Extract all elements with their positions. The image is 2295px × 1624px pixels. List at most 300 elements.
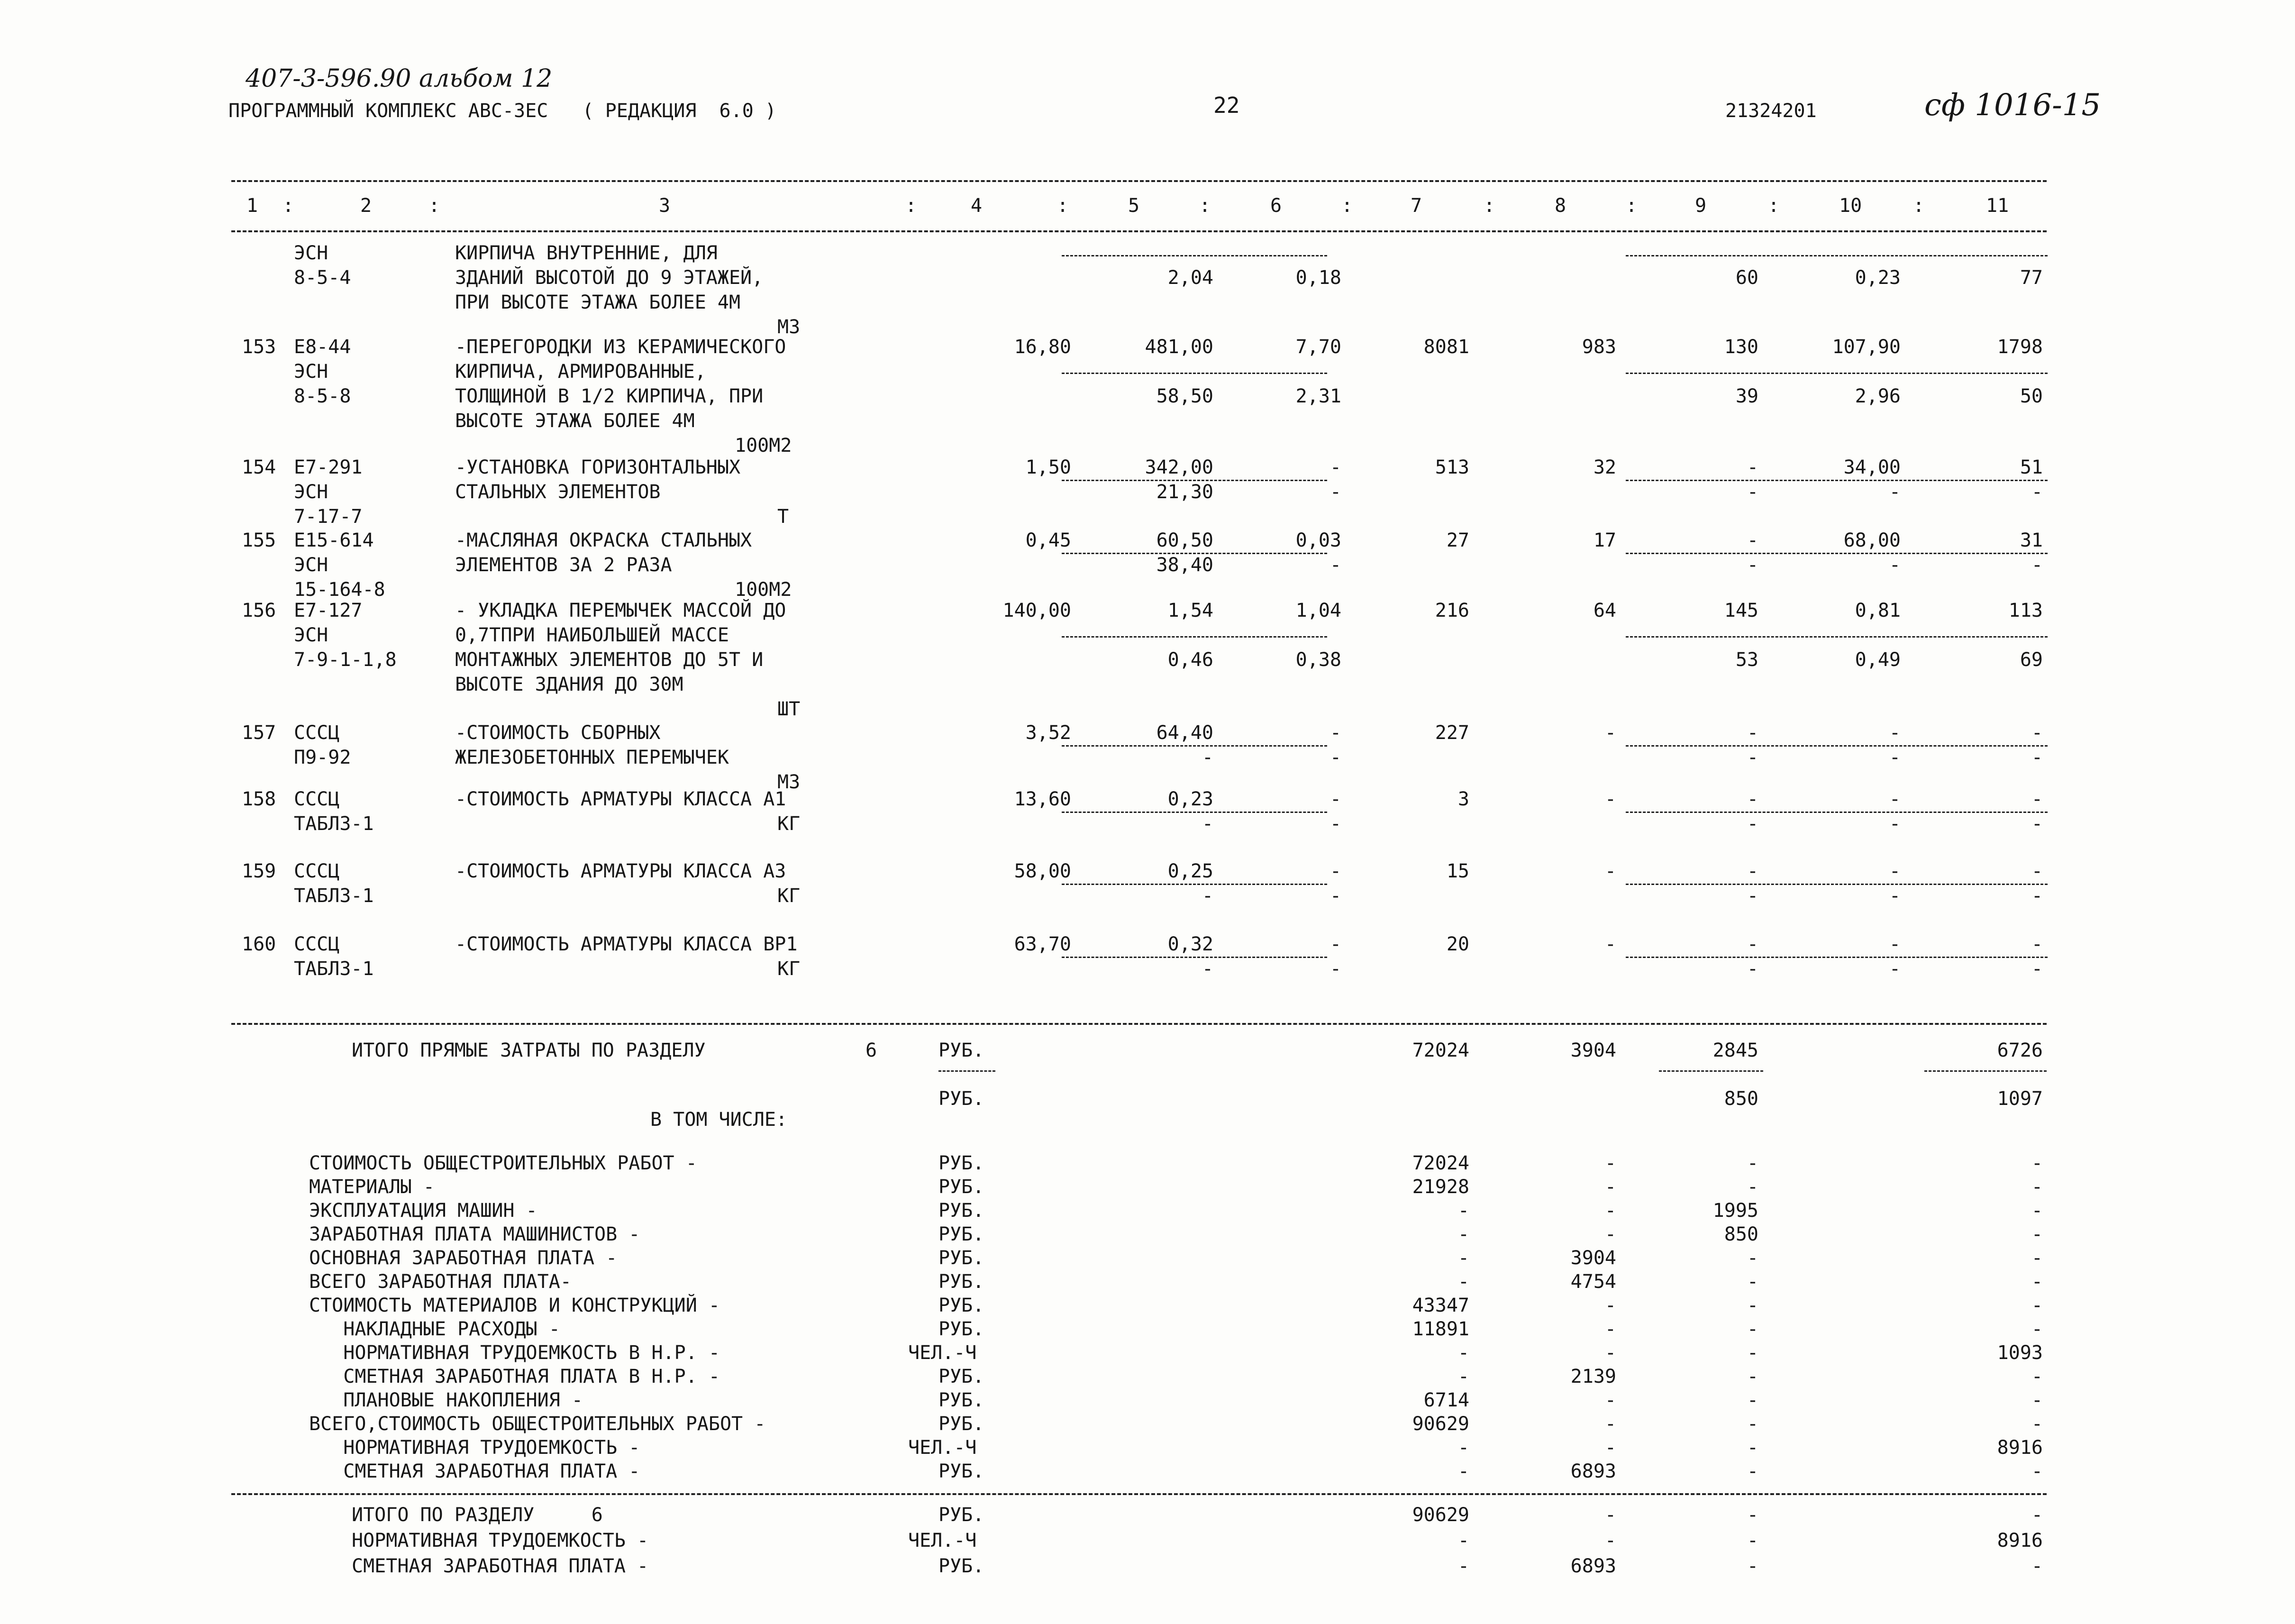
c11-value: 113 bbox=[2008, 600, 2043, 621]
work-description: 0,7ТПРИ НАИБОЛЬШЕЙ МАССЕ bbox=[455, 624, 729, 646]
row-number: 160 bbox=[242, 933, 276, 955]
breakdown-label: СМЕТНАЯ ЗАРАБОТНАЯ ПЛАТА В Н.Р. - bbox=[309, 1366, 720, 1387]
resource-code: 8-5-8 bbox=[294, 385, 351, 407]
table-bottom-rule bbox=[231, 1023, 2047, 1025]
c5-value-2: - bbox=[1202, 885, 1213, 907]
breakdown-c7: - bbox=[1457, 1200, 1469, 1222]
c6-value: - bbox=[1330, 788, 1341, 810]
c8-value: 32 bbox=[1593, 456, 1616, 478]
sub-divider bbox=[1062, 373, 1327, 374]
c5-value: 0,32 bbox=[1167, 933, 1213, 955]
breakdown-c11: - bbox=[2031, 1271, 2043, 1293]
breakdown-label: СМЕТНАЯ ЗАРАБОТНАЯ ПЛАТА - bbox=[309, 1460, 640, 1482]
c11-value: 31 bbox=[2020, 529, 2043, 551]
resource-code: ЭСН bbox=[294, 624, 328, 646]
breakdown-c8: - bbox=[1604, 1176, 1616, 1198]
c10-value: - bbox=[1889, 933, 1901, 955]
breakdown-unit: РУБ. bbox=[938, 1200, 984, 1222]
column-number-6: 6 bbox=[1270, 195, 1282, 217]
resource-code: П9-92 bbox=[294, 747, 351, 768]
resource-code: СССЦ bbox=[294, 722, 340, 744]
resource-code: ТАБЛ3-1 bbox=[294, 885, 374, 907]
column-number-7: 7 bbox=[1411, 195, 1422, 217]
work-description: ТОЛЩИНОЙ В 1/2 КИРПИЧА, ПРИ bbox=[455, 385, 764, 407]
sub-divider bbox=[1062, 553, 1327, 554]
c11-value-2: 77 bbox=[2020, 267, 2043, 289]
breakdown-c7: 43347 bbox=[1412, 1295, 1469, 1316]
breakdown-unit: РУБ. bbox=[938, 1271, 984, 1293]
sheet-mark: сф 1016-15 bbox=[1924, 88, 2101, 123]
breakdown-c11: - bbox=[2031, 1223, 2043, 1245]
final-c9: - bbox=[1747, 1555, 1758, 1577]
c10-value: - bbox=[1889, 722, 1901, 744]
unit-label: 100М2 bbox=[735, 435, 792, 456]
breakdown-unit: РУБ. bbox=[938, 1152, 984, 1174]
final-c11: - bbox=[2031, 1555, 2043, 1577]
resource-code: СССЦ bbox=[294, 860, 340, 882]
totals-unit-2: РУБ. bbox=[938, 1088, 984, 1110]
resource-code: Е7-127 bbox=[294, 600, 363, 621]
c5-value-2: 21,30 bbox=[1156, 481, 1213, 503]
album-designation: 407-3-596.90 альбом 12 bbox=[246, 64, 553, 93]
c9-value: - bbox=[1747, 860, 1758, 882]
work-description: -СТОИМОСТЬ АРМАТУРЫ КЛАССА А3 bbox=[455, 860, 786, 882]
c7-value: 513 bbox=[1435, 456, 1469, 478]
c6-value-2: - bbox=[1330, 813, 1341, 835]
c5-value-2: - bbox=[1202, 747, 1213, 768]
breakdown-c9: - bbox=[1747, 1318, 1758, 1340]
final-label: СМЕТНАЯ ЗАРАБОТНАЯ ПЛАТА - bbox=[352, 1555, 649, 1577]
resource-code: Е8-44 bbox=[294, 336, 351, 358]
breakdown-c9: - bbox=[1747, 1389, 1758, 1411]
row-number: 153 bbox=[242, 336, 276, 358]
resource-code: Е7-291 bbox=[294, 456, 363, 478]
c6-value: - bbox=[1330, 456, 1341, 478]
breakdown-c9: - bbox=[1747, 1271, 1758, 1293]
column-number-4: 4 bbox=[971, 195, 983, 217]
c7-value: 15 bbox=[1446, 860, 1469, 882]
breakdown-c8: - bbox=[1604, 1342, 1616, 1364]
work-description: ЗДАНИЙ ВЫСОТОЙ ДО 9 ЭТАЖЕЙ, bbox=[455, 267, 764, 289]
work-description: ЭЛЕМЕНТОВ ЗА 2 РАЗА bbox=[455, 554, 672, 576]
c5-value: 481,00 bbox=[1145, 336, 1213, 358]
quantity: 1,50 bbox=[1025, 456, 1071, 478]
c9-value-2: - bbox=[1747, 813, 1758, 835]
breakdown-unit: РУБ. bbox=[938, 1223, 984, 1245]
breakdown-unit: ЧЕЛ.-Ч bbox=[908, 1342, 977, 1364]
breakdown-c8: - bbox=[1604, 1295, 1616, 1316]
resource-code: ЭСН bbox=[294, 242, 328, 264]
c6-value: - bbox=[1330, 933, 1341, 955]
sub-divider bbox=[1062, 480, 1327, 481]
c9-value: 145 bbox=[1724, 600, 1758, 621]
software-title: ПРОГРАММНЫЙ КОМПЛЕКС АВС-3ЕС ( РЕДАКЦИЯ 6.0 ) bbox=[228, 100, 776, 122]
totals-col9-b: 850 bbox=[1724, 1088, 1758, 1110]
c7-value: 27 bbox=[1446, 529, 1469, 551]
breakdown-c7: 21928 bbox=[1412, 1176, 1469, 1198]
sub-divider bbox=[1062, 255, 1327, 256]
c6-value-2: 2,31 bbox=[1295, 385, 1341, 407]
page-number: 22 bbox=[1213, 92, 1240, 118]
c10-value: 107,90 bbox=[1832, 336, 1901, 358]
c11-value-2: - bbox=[2031, 813, 2043, 835]
work-description: МОНТАЖНЫХ ЭЛЕМЕНТОВ ДО 5Т И bbox=[455, 649, 764, 671]
row-number: 158 bbox=[242, 788, 276, 810]
c11-value-2: 50 bbox=[2020, 385, 2043, 407]
header-bottom-rule bbox=[231, 230, 2047, 232]
column-separator: : bbox=[1913, 195, 1925, 217]
breakdown-c11: - bbox=[2031, 1389, 2043, 1411]
c5-value: 1,54 bbox=[1167, 600, 1213, 621]
unit-label: КГ bbox=[777, 885, 801, 907]
col9-underline bbox=[1659, 1070, 1763, 1072]
quantity: 3,52 bbox=[1025, 722, 1071, 744]
breakdown-c8: 6893 bbox=[1570, 1460, 1616, 1482]
resource-code: ЭСН bbox=[294, 361, 328, 383]
column-number-3: 3 bbox=[659, 195, 671, 217]
sub-divider bbox=[1626, 884, 2048, 885]
c8-value: - bbox=[1604, 722, 1616, 744]
breakdown-unit: РУБ. bbox=[938, 1176, 984, 1198]
c9-value-2: - bbox=[1747, 481, 1758, 503]
c9-value-2: - bbox=[1747, 885, 1758, 907]
c11-value-2: - bbox=[2031, 554, 2043, 576]
breakdown-c7: - bbox=[1457, 1460, 1469, 1482]
sub-divider bbox=[1626, 745, 2048, 747]
breakdown-c11: - bbox=[2031, 1176, 2043, 1198]
final-unit: РУБ. bbox=[938, 1504, 984, 1526]
totals-col7: 72024 bbox=[1412, 1040, 1469, 1061]
c5-value-2: 58,50 bbox=[1156, 385, 1213, 407]
column-separator: : bbox=[1341, 195, 1353, 217]
c10-value-2: 0,49 bbox=[1855, 649, 1901, 671]
breakdown-c11: - bbox=[2031, 1366, 2043, 1387]
breakdown-label: МАТЕРИАЛЫ - bbox=[309, 1176, 435, 1198]
unit-label: М3 bbox=[777, 316, 801, 338]
breakdown-unit: ЧЕЛ.-Ч bbox=[908, 1437, 977, 1459]
breakdown-c9: - bbox=[1747, 1437, 1758, 1459]
column-separator: : bbox=[1484, 195, 1495, 217]
breakdown-c8: - bbox=[1604, 1437, 1616, 1459]
work-description: -СТОИМОСТЬ СБОРНЫХ bbox=[455, 722, 661, 744]
breakdown-label: ПЛАНОВЫЕ НАКОПЛЕНИЯ - bbox=[309, 1389, 583, 1411]
c6-value-2: - bbox=[1330, 747, 1341, 768]
breakdown-c8: - bbox=[1604, 1318, 1616, 1340]
totals-col11-b: 1097 bbox=[1997, 1088, 2043, 1110]
c11-value-2: - bbox=[2031, 481, 2043, 503]
resource-code: 7-9-1-1,8 bbox=[294, 649, 397, 671]
c11-value-2: - bbox=[2031, 747, 2043, 768]
c8-value: 64 bbox=[1593, 600, 1616, 621]
resource-code: ТАБЛ3-1 bbox=[294, 813, 374, 835]
c10-value-2: - bbox=[1889, 885, 1901, 907]
c9-value-2: 39 bbox=[1735, 385, 1758, 407]
breakdown-c9: - bbox=[1747, 1460, 1758, 1482]
column-separator: : bbox=[1768, 195, 1780, 217]
c9-value-2: 60 bbox=[1735, 267, 1758, 289]
breakdown-c8: - bbox=[1604, 1413, 1616, 1435]
c10-value-2: - bbox=[1889, 813, 1901, 835]
c11-value: - bbox=[2031, 933, 2043, 955]
breakdown-unit: РУБ. bbox=[938, 1247, 984, 1269]
c11-value-2: - bbox=[2031, 885, 2043, 907]
breakdown-c9: - bbox=[1747, 1366, 1758, 1387]
breakdown-label: ЗАРАБОТНАЯ ПЛАТА МАШИНИСТОВ - bbox=[309, 1223, 640, 1245]
column-separator: : bbox=[428, 195, 440, 217]
column-separator: : bbox=[905, 195, 917, 217]
c9-value-2: - bbox=[1747, 747, 1758, 768]
breakdown-c9: - bbox=[1747, 1342, 1758, 1364]
c10-value-2: - bbox=[1889, 554, 1901, 576]
c10-value: 34,00 bbox=[1843, 456, 1901, 478]
breakdown-unit: РУБ. bbox=[938, 1318, 984, 1340]
c5-value: 0,25 bbox=[1167, 860, 1213, 882]
c10-value-2: - bbox=[1889, 958, 1901, 980]
c5-value-2: 2,04 bbox=[1167, 267, 1213, 289]
work-description: -СТОИМОСТЬ АРМАТУРЫ КЛАССА ВР1 bbox=[455, 933, 798, 955]
totals-title: ИТОГО ПРЯМЫЕ ЗАТРАТЫ ПО РАЗДЕЛУ bbox=[352, 1040, 706, 1061]
c11-value: - bbox=[2031, 860, 2043, 882]
sub-divider bbox=[1062, 636, 1327, 638]
breakdown-c11: 1093 bbox=[1997, 1342, 2043, 1364]
totals-unit: РУБ. bbox=[938, 1040, 984, 1061]
sub-divider bbox=[1062, 812, 1327, 813]
document-code: 21324201 bbox=[1725, 100, 1817, 122]
c5-value: 64,40 bbox=[1156, 722, 1213, 744]
resource-code: ЭСН bbox=[294, 554, 328, 576]
row-number: 159 bbox=[242, 860, 276, 882]
breakdown-c11: - bbox=[2031, 1413, 2043, 1435]
column-number-8: 8 bbox=[1555, 195, 1566, 217]
unit-label: ШТ bbox=[777, 698, 801, 720]
breakdown-label: ЭКСПЛУАТАЦИЯ МАШИН - bbox=[309, 1200, 537, 1222]
c8-value: - bbox=[1604, 933, 1616, 955]
unit-label: М3 bbox=[777, 771, 801, 793]
breakdown-c7: 6714 bbox=[1423, 1389, 1469, 1411]
c9-value: - bbox=[1747, 456, 1758, 478]
c5-value: 342,00 bbox=[1145, 456, 1213, 478]
final-label: НОРМАТИВНАЯ ТРУДОЕМКОСТЬ - bbox=[352, 1530, 649, 1551]
breakdown-c7: - bbox=[1457, 1223, 1469, 1245]
work-description: -ПЕРЕГОРОДКИ ИЗ КЕРАМИЧЕСКОГО bbox=[455, 336, 786, 358]
c6-value-2: - bbox=[1330, 481, 1341, 503]
column-separator: : bbox=[1626, 195, 1638, 217]
breakdown-label: ВСЕГО,СТОИМОСТЬ ОБЩЕСТРОИТЕЛЬНЫХ РАБОТ - bbox=[309, 1413, 766, 1435]
breakdown-label: НОРМАТИВНАЯ ТРУДОЕМКОСТЬ В Н.Р. - bbox=[309, 1342, 720, 1364]
work-description: СТАЛЬНЫХ ЭЛЕМЕНТОВ bbox=[455, 481, 661, 503]
c10-value: 68,00 bbox=[1843, 529, 1901, 551]
breakdown-c8: 3904 bbox=[1570, 1247, 1616, 1269]
c5-value: 0,23 bbox=[1167, 788, 1213, 810]
c11-value-2: 69 bbox=[2020, 649, 2043, 671]
resource-code: ТАБЛ3-1 bbox=[294, 958, 374, 980]
c10-value-2: - bbox=[1889, 481, 1901, 503]
breakdown-c11: - bbox=[2031, 1295, 2043, 1316]
totals-col9: 2845 bbox=[1712, 1040, 1758, 1061]
final-label: ИТОГО ПО РАЗДЕЛУ 6 bbox=[352, 1504, 603, 1526]
breakdown-label: НАКЛАДНЫЕ РАСХОДЫ - bbox=[309, 1318, 560, 1340]
sub-divider bbox=[1626, 812, 2048, 813]
final-c11: - bbox=[2031, 1504, 2043, 1526]
column-number-11: 11 bbox=[1986, 195, 2009, 217]
c5-value-2: 0,46 bbox=[1167, 649, 1213, 671]
c6-value-2: - bbox=[1330, 885, 1341, 907]
c6-value: 0,03 bbox=[1295, 529, 1341, 551]
work-description: КИРПИЧА ВНУТРЕННИЕ, ДЛЯ bbox=[455, 242, 718, 264]
work-description: -МАСЛЯНАЯ ОКРАСКА СТАЛЬНЫХ bbox=[455, 529, 752, 551]
c5-value-2: - bbox=[1202, 958, 1213, 980]
column-number-5: 5 bbox=[1128, 195, 1140, 217]
c7-value: 20 bbox=[1446, 933, 1469, 955]
c6-value-2: 0,18 bbox=[1295, 267, 1341, 289]
totals-section-number: 6 bbox=[865, 1040, 877, 1061]
column-number-9: 9 bbox=[1695, 195, 1707, 217]
breakdown-c11: - bbox=[2031, 1247, 2043, 1269]
resource-code: ЭСН bbox=[294, 481, 328, 503]
c11-value: - bbox=[2031, 788, 2043, 810]
breakdown-label: ОСНОВНАЯ ЗАРАБОТНАЯ ПЛАТА - bbox=[309, 1247, 618, 1269]
row-number: 156 bbox=[242, 600, 276, 621]
final-c7: - bbox=[1457, 1530, 1469, 1551]
row-number: 155 bbox=[242, 529, 276, 551]
breakdown-c7: - bbox=[1457, 1247, 1469, 1269]
sub-divider bbox=[1626, 553, 2048, 554]
c6-value-2: - bbox=[1330, 554, 1341, 576]
column-number-2: 2 bbox=[360, 195, 372, 217]
unit-label: КГ bbox=[777, 813, 801, 835]
sub-divider bbox=[1626, 636, 2048, 638]
work-description: -УСТАНОВКА ГОРИЗОНТАЛЬНЫХ bbox=[455, 456, 741, 478]
c6-value: 7,70 bbox=[1295, 336, 1341, 358]
breakdown-c11: - bbox=[2031, 1460, 2043, 1482]
c6-value: - bbox=[1330, 860, 1341, 882]
breakdown-c8: - bbox=[1604, 1152, 1616, 1174]
sub-divider bbox=[1062, 745, 1327, 747]
column-number-1: 1 bbox=[246, 195, 258, 217]
c5-value: 60,50 bbox=[1156, 529, 1213, 551]
final-c11: 8916 bbox=[1997, 1530, 2043, 1551]
c9-value-2: - bbox=[1747, 554, 1758, 576]
sub-divider bbox=[1626, 373, 2048, 374]
quantity: 63,70 bbox=[1014, 933, 1071, 955]
quantity: 16,80 bbox=[1014, 336, 1071, 358]
resource-code: 8-5-4 bbox=[294, 267, 351, 289]
final-c9: - bbox=[1747, 1504, 1758, 1526]
work-description: ВЫСОТЕ ЭТАЖА БОЛЕЕ 4М bbox=[455, 410, 695, 432]
breakdown-label: НОРМАТИВНАЯ ТРУДОЕМКОСТЬ - bbox=[309, 1437, 640, 1459]
sub-divider bbox=[1626, 480, 2048, 481]
breakdown-c7: - bbox=[1457, 1271, 1469, 1293]
c10-value-2: 2,96 bbox=[1855, 385, 1901, 407]
c10-value: - bbox=[1889, 788, 1901, 810]
quantity: 140,00 bbox=[1002, 600, 1071, 621]
c6-value: - bbox=[1330, 722, 1341, 744]
breakdown-c9: - bbox=[1747, 1247, 1758, 1269]
final-c7: 90629 bbox=[1412, 1504, 1469, 1526]
c5-value-2: - bbox=[1202, 813, 1213, 835]
breakdown-label: СТОИМОСТЬ МАТЕРИАЛОВ И КОНСТРУКЦИЙ - bbox=[309, 1295, 720, 1316]
c8-value: - bbox=[1604, 788, 1616, 810]
c7-value: 216 bbox=[1435, 600, 1469, 621]
breakdown-unit: РУБ. bbox=[938, 1366, 984, 1387]
resource-code: СССЦ bbox=[294, 788, 340, 810]
unit-label: КГ bbox=[777, 958, 801, 980]
work-description: КИРПИЧА, АРМИРОВАННЫЕ, bbox=[455, 361, 706, 383]
c9-value: 130 bbox=[1724, 336, 1758, 358]
breakdown-unit: РУБ. bbox=[938, 1460, 984, 1482]
resource-code: 7-17-7 bbox=[294, 506, 363, 528]
unit-label: 100М2 bbox=[735, 579, 792, 601]
sub-divider bbox=[1062, 884, 1327, 885]
c6-value: 1,04 bbox=[1295, 600, 1341, 621]
col11-underline bbox=[1924, 1070, 2047, 1072]
table-top-rule bbox=[231, 180, 2047, 182]
column-number-10: 10 bbox=[1839, 195, 1862, 217]
breakdown-c7: 72024 bbox=[1412, 1152, 1469, 1174]
c9-value-2: 53 bbox=[1735, 649, 1758, 671]
breakdown-c9: - bbox=[1747, 1152, 1758, 1174]
c8-value: - bbox=[1604, 860, 1616, 882]
resource-code: Е15-614 bbox=[294, 529, 374, 551]
quantity: 58,00 bbox=[1014, 860, 1071, 882]
final-unit: РУБ. bbox=[938, 1555, 984, 1577]
breakdown-c7: - bbox=[1457, 1366, 1469, 1387]
row-number: 154 bbox=[242, 456, 276, 478]
c7-value: 8081 bbox=[1423, 336, 1469, 358]
breakdown-c8: 4754 bbox=[1570, 1271, 1616, 1293]
breakdown-c8: - bbox=[1604, 1389, 1616, 1411]
final-c8: - bbox=[1604, 1504, 1616, 1526]
breakdown-unit: РУБ. bbox=[938, 1295, 984, 1316]
c11-value-2: - bbox=[2031, 958, 2043, 980]
resource-code: 15-164-8 bbox=[294, 579, 385, 601]
final-unit: ЧЕЛ.-Ч bbox=[908, 1530, 977, 1551]
unit-underline bbox=[938, 1070, 995, 1072]
final-rule bbox=[231, 1493, 2047, 1495]
breakdown-c11: - bbox=[2031, 1152, 2043, 1174]
final-c8: 6893 bbox=[1570, 1555, 1616, 1577]
column-separator: : bbox=[1057, 195, 1069, 217]
work-description: ВЫСОТЕ ЗДАНИЯ ДО 30М bbox=[455, 674, 683, 695]
c11-value: 51 bbox=[2020, 456, 2043, 478]
breakdown-c8: - bbox=[1604, 1200, 1616, 1222]
column-separator: : bbox=[1199, 195, 1211, 217]
totals-col11: 6726 bbox=[1997, 1040, 2043, 1061]
breakdown-c7: 11891 bbox=[1412, 1318, 1469, 1340]
final-c9: - bbox=[1747, 1530, 1758, 1551]
c10-value-2: 0,23 bbox=[1855, 267, 1901, 289]
breakdown-c7: 90629 bbox=[1412, 1413, 1469, 1435]
sub-divider bbox=[1626, 255, 2048, 256]
breakdown-unit: РУБ. bbox=[938, 1413, 984, 1435]
c10-value: - bbox=[1889, 860, 1901, 882]
c5-value-2: 38,40 bbox=[1156, 554, 1213, 576]
breakdown-label: ВСЕГО ЗАРАБОТНАЯ ПЛАТА- bbox=[309, 1271, 572, 1293]
breakdown-c8: - bbox=[1604, 1223, 1616, 1245]
row-number: 157 bbox=[242, 722, 276, 744]
c11-value: 1798 bbox=[1997, 336, 2043, 358]
c9-value: - bbox=[1747, 933, 1758, 955]
breakdown-c7: - bbox=[1457, 1342, 1469, 1364]
breakdown-c7: - bbox=[1457, 1437, 1469, 1459]
including-caption: В ТОМ ЧИСЛЕ: bbox=[650, 1109, 787, 1131]
breakdown-c8: 2139 bbox=[1570, 1366, 1616, 1387]
breakdown-c9: - bbox=[1747, 1295, 1758, 1316]
breakdown-c9: 850 bbox=[1724, 1223, 1758, 1245]
breakdown-c9: 1995 bbox=[1712, 1200, 1758, 1222]
breakdown-c9: - bbox=[1747, 1413, 1758, 1435]
work-description: ПРИ ВЫСОТЕ ЭТАЖА БОЛЕЕ 4М bbox=[455, 292, 741, 313]
